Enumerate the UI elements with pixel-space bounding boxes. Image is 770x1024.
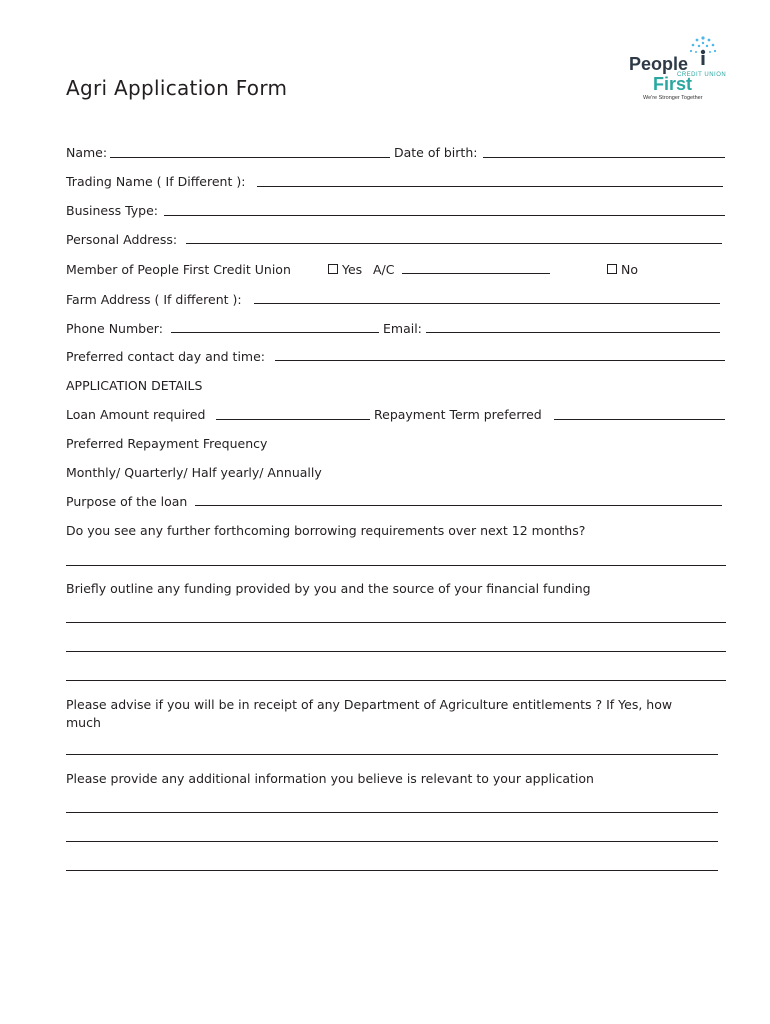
phone-field[interactable] [171, 332, 379, 333]
personal-address-label: Personal Address: [66, 232, 178, 247]
additional-info-field-1[interactable] [66, 812, 718, 813]
additional-info-field-2[interactable] [66, 841, 718, 842]
purpose-label: Purpose of the loan [66, 494, 188, 509]
repayment-frequency-label: Preferred Repayment Frequency [66, 436, 268, 451]
repayment-term-label: Repayment Term preferred [374, 407, 542, 422]
funding-outline-field-2[interactable] [66, 651, 726, 652]
logo-credit-union: CREDIT UNION [677, 72, 727, 78]
logo-word-people: People [629, 54, 689, 74]
name-label: Name: [66, 145, 108, 160]
frequency-options: Monthly/ Quarterly/ Half yearly/ Annually [66, 465, 322, 480]
farm-address-label: Farm Address ( If different ): [66, 292, 242, 307]
farm-address-field[interactable] [254, 303, 720, 304]
funding-outline-label: Briefly outline any funding provided by you and the source of your financial funding [66, 581, 591, 596]
funding-outline-field-3[interactable] [66, 680, 726, 681]
trading-name-label: Trading Name ( If Different ): [66, 174, 246, 189]
purpose-field[interactable] [195, 505, 722, 506]
business-type-label: Business Type: [66, 203, 159, 218]
yes-checkbox[interactable] [328, 264, 338, 274]
phone-label: Phone Number: [66, 321, 163, 336]
further-borrowing-label: Do you see any further forthcoming borrowing requirements over next 12 months? [66, 523, 586, 538]
name-field[interactable] [110, 157, 390, 158]
logo-dots-icon [683, 34, 723, 68]
business-type-field[interactable] [164, 215, 725, 216]
repayment-term-field[interactable] [554, 419, 725, 420]
trading-name-field[interactable] [257, 186, 723, 187]
account-number-field[interactable] [402, 273, 550, 274]
logo-word-first: First [653, 74, 693, 94]
yes-option[interactable] [328, 262, 362, 277]
email-field[interactable] [426, 332, 720, 333]
dob-field[interactable] [483, 157, 725, 158]
no-label: No [621, 262, 638, 277]
additional-info-label: Please provide any additional information you believe is relevant to your application [66, 771, 594, 786]
ac-label: A/C [373, 262, 395, 277]
further-borrowing-field[interactable] [66, 565, 726, 566]
entitlements-label: Please advise if you will be in receipt of any Department of Agriculture entitlements ? If Yes, how much [66, 697, 673, 730]
additional-info-field-3[interactable] [66, 870, 718, 871]
loan-amount-label: Loan Amount required [66, 407, 206, 422]
member-label: Member of People First Credit Union [66, 262, 291, 277]
loan-amount-field[interactable] [216, 419, 370, 420]
section-heading: APPLICATION DETAILS [66, 378, 203, 393]
no-option[interactable] [607, 262, 638, 277]
funding-outline-field-1[interactable] [66, 622, 726, 623]
preferred-contact-field[interactable] [275, 360, 725, 361]
dob-label: Date of birth: [394, 145, 478, 160]
page-title: Agri Application Form [66, 76, 288, 100]
logo-tagline: We're Stronger Together [643, 95, 703, 101]
entitlements-field[interactable] [66, 754, 718, 755]
yes-label: Yes [342, 262, 363, 277]
email-label: Email: [383, 321, 422, 336]
no-checkbox[interactable] [607, 264, 617, 274]
personal-address-field[interactable] [186, 243, 722, 244]
people-first-logo [625, 34, 735, 106]
preferred-contact-label: Preferred contact day and time: [66, 349, 266, 364]
